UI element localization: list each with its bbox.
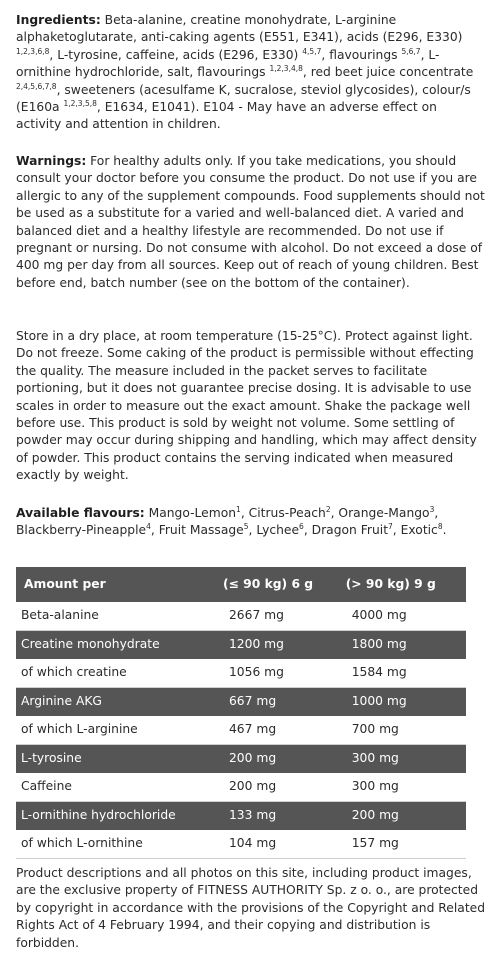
flavour-separator: , — [434, 506, 439, 520]
ingredient-name-cell: Creatine monohydrate — [16, 630, 217, 659]
warnings-text: For healthy adults only. If you take medications, you should consult your doctor before you consume the product. Do not use if you are allergic to any of the supplement compounds. Food supplements should not be used as a substitute for a varied and well-balanced diet. A varied and balanced diet and a healthy lifestyle are recommended. Do not use if pregnant or nursing. Do not consume with alcohol. Do not exceed a dose of 400 mg per day from all sources. Keep out of reach of young children. Best before end, batch number (see on the bottom of the container). — [16, 154, 485, 290]
amount-small-cell: 2667 mg — [217, 602, 340, 630]
ingredient-name-cell: Caffeine — [16, 773, 217, 802]
amount-small-cell: 1200 mg — [217, 630, 340, 659]
ingredients-label: Ingredients: — [16, 13, 101, 27]
table-row — [16, 687, 466, 716]
ingredients-text: , flavourings — [321, 47, 402, 62]
flavour-sup: 6 — [299, 522, 304, 532]
ingredient-name-cell: Beta-alanine — [16, 602, 217, 630]
flavours-paragraph — [16, 505, 486, 540]
flavour-separator: , — [240, 506, 249, 520]
table-row — [16, 716, 466, 745]
table-header-cell: (≤ 90 kg) 6 g — [217, 567, 340, 602]
table-header-cell: (> 90 kg) 9 g — [340, 567, 466, 602]
amount-large-cell: 157 mg — [340, 830, 466, 859]
amount-small-cell: 200 mg — [217, 744, 340, 773]
amount-small-cell: 1056 mg — [217, 659, 340, 688]
amount-small-cell: 200 mg — [217, 773, 340, 802]
flavour-name: Citrus-Peach — [248, 506, 326, 520]
flavour-sup: 7 — [388, 522, 393, 532]
flavour-name: Blackberry-Pineapple — [16, 523, 147, 538]
flavour-name: Lychee — [256, 523, 300, 538]
flavour-sup: 8 — [437, 522, 443, 532]
ingredients-sup: 1,2,3,4,8 — [269, 64, 303, 74]
ingredient-name-cell: of which L-ornithine — [16, 830, 217, 859]
table-row — [16, 659, 466, 688]
flavour-sup: 1 — [236, 505, 241, 514]
amount-large-cell: 200 mg — [340, 801, 466, 830]
amount-large-cell: 700 mg — [340, 716, 466, 745]
amount-large-cell: 300 mg — [340, 773, 466, 802]
flavour-separator: , — [303, 523, 312, 538]
table-header-row — [16, 567, 466, 602]
table-row — [16, 801, 466, 830]
amount-small-cell: 467 mg — [217, 716, 340, 745]
storage-paragraph — [16, 328, 486, 485]
ingredients-paragraph — [16, 12, 486, 134]
flavour-name: Mango-Lemon — [144, 506, 237, 520]
table-row — [16, 773, 466, 802]
ingredients-text: , red beet juice concentrate — [302, 65, 474, 80]
copyright-text: Product descriptions and all photos on this site, including product images, are the exclusive property of FITNESS AUTHORITY Sp. z o. o., are protected by copyright in accordance with the provisions of the Copyright and Related Rights Act of 4 February 1994, and their copying and distribution is forbidden. — [16, 866, 486, 950]
table-row — [16, 830, 466, 859]
flavour-sup: 2 — [325, 505, 331, 514]
ingredients-text: , L-tyrosine, caffeine, acids (E296, E330) — [49, 47, 303, 62]
nutrition-table — [16, 567, 466, 859]
amount-large-cell: 1800 mg — [340, 630, 466, 659]
flavour-separator: , — [150, 523, 159, 538]
table-row — [16, 744, 466, 773]
flavour-separator: , — [330, 506, 339, 520]
ingredients-sup: 1,2,3,5,8 — [63, 99, 97, 109]
storage-text: Store in a dry place, at room temperature (15-25°C). Protect against light. Do not freeze. Some caking of the product is permissible without effecting the quality. The measure included in the packet serves to facilitate portioning, but it does not guarantee precise dosing. It is advisable to use scales in order to measure out the exact amount. Shake the package well before use. This product is sold by weight not volume. Some settling of powder may occur during shipping and handling, which may affect density of powder. This product contains the serving indicated when measured exactly by weight. — [16, 329, 477, 483]
flavour-sup: 3 — [429, 505, 435, 514]
ingredient-name-cell: L-ornithine hydrochloride — [16, 801, 217, 830]
ingredients-sup: 1,2,3,6,8 — [16, 46, 50, 56]
table-row — [16, 602, 466, 630]
ingredients-sup: 5,6,7 — [401, 46, 421, 56]
amount-small-cell: 133 mg — [217, 801, 340, 830]
flavour-name: Dragon Fruit — [311, 523, 389, 538]
ingredient-name-cell: of which L-arginine — [16, 716, 217, 745]
flavour-separator: . — [442, 523, 447, 538]
flavours-label: Available flavours: — [16, 506, 145, 520]
amount-large-cell: 300 mg — [340, 744, 466, 773]
warnings-paragraph — [16, 153, 486, 292]
ingredient-name-cell: of which creatine — [16, 659, 217, 688]
ingredient-name-cell: L-tyrosine — [16, 744, 217, 773]
flavour-name: Fruit Massage — [158, 523, 244, 538]
table-header-cell: Amount per — [16, 567, 217, 602]
flavour-sup: 4 — [146, 522, 151, 532]
ingredients-text: Beta-alanine, creatine monohydrate, L-arginine alphaketoglutarate, anti-caking agents (E551, E341), acids (E296, E330) — [16, 13, 463, 45]
flavour-separator: , — [392, 523, 401, 538]
copyright-paragraph — [16, 865, 486, 952]
table-row — [16, 630, 466, 659]
ingredient-name-cell: Arginine AKG — [16, 687, 217, 716]
ingredients-text: , sweeteners (acesulfame K, sucralose, steviol glycosides), colour/s (E160a — [16, 82, 471, 115]
ingredients-sup: 4,5,7 — [302, 46, 322, 56]
amount-large-cell: 4000 mg — [340, 602, 466, 630]
flavour-name: Exotic — [400, 523, 438, 538]
amount-small-cell: 104 mg — [217, 830, 340, 859]
flavour-sup: 5 — [243, 522, 249, 532]
ingredients-text: , L-ornithine hydrochloride, salt, flavourings — [16, 47, 440, 80]
amount-large-cell: 1000 mg — [340, 687, 466, 716]
flavour-name: Orange-Mango — [338, 506, 430, 520]
amount-large-cell: 1584 mg — [340, 659, 466, 688]
flavour-separator: , — [248, 523, 257, 538]
warnings-label: Warnings: — [16, 154, 87, 168]
ingredients-sup: 2,4,5,6,7,8 — [16, 81, 57, 91]
amount-small-cell: 667 mg — [217, 687, 340, 716]
ingredients-text: , E1634, E1041). E104 - May have an adverse effect on activity and attention in children. — [16, 100, 437, 132]
